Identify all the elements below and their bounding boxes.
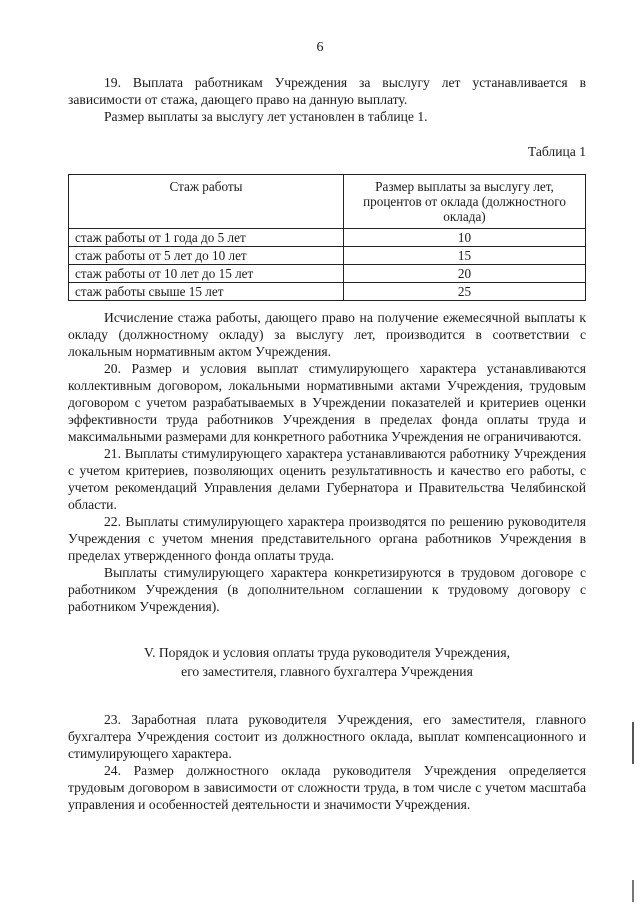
section-heading <box>68 643 586 681</box>
paragraph-20: 20. Размер и условия выплат стимулирующего характера устанавливаются коллективным договором, локальными нормативными актами Учреждения, трудовым договором с учетом разрабатываемых в Учреждении показателей и критериев оценки эффективности труда работников Учреждения в пределах фонда оплаты труда и максимальными размерами для конкретного работника Учреждения не ограничиваются. <box>68 361 586 444</box>
scan-edge-mark <box>632 722 634 764</box>
table-row <box>69 265 586 283</box>
table-caption: Таблица 1 <box>527 144 586 159</box>
paragraph-22: 22. Выплаты стимулирующего характера производятся по решению руководителя Учреждения с учетом мнения представительного органа работников Учреждения в пределах утвержденного фонда оплаты труда. <box>68 514 586 563</box>
table-cell-percent: 10 <box>344 229 586 247</box>
table-header-experience: Стаж работы <box>69 175 344 229</box>
table-cell-percent: 15 <box>344 247 586 265</box>
scan-edge-mark <box>632 880 634 902</box>
paragraph-calculation: Исчисление стажа работы, дающего право на получение ежемесячной выплаты к окладу (должностному окладу) за выслугу лет, производится в соответствии с локальным нормативным актом Учреждения. <box>68 310 586 359</box>
table-cell-percent: 20 <box>344 265 586 283</box>
table-row <box>69 283 586 301</box>
paragraph-24: 24. Размер должностного оклада руководителя Учреждения определяется трудовым договором в зависимости от сложности труда, в том числе с учетом масштаба управления и особенностей деятельности и значимости Учреждения. <box>68 763 586 812</box>
table-cell-experience: стаж работы от 10 лет до 15 лет <box>69 265 344 283</box>
paragraph-19-table-ref: Размер выплаты за выслугу лет установлен в таблице 1. <box>104 109 428 124</box>
table-header-row <box>69 175 586 229</box>
table-cell-experience: стаж работы свыше 15 лет <box>69 283 344 301</box>
paragraph-21: 21. Выплаты стимулирующего характера устанавливаются работнику Учреждения с учетом критериев, позволяющих оценить результативность и качество его работы, с учетом рекомендаций Управления делами Губернатора и Правительства Челябинской области. <box>68 446 586 512</box>
table-cell-percent: 25 <box>344 283 586 301</box>
page-number: 6 <box>316 40 324 55</box>
paragraph-23: 23. Заработная плата руководителя Учреждения, его заместителя, главного бухгалтера Учреждения состоит из должностного оклада, выплат компенсационного и стимулирующего характера. <box>68 712 586 761</box>
section-heading-line-1: V. Порядок и условия оплаты труда руководителя Учреждения, <box>144 645 510 660</box>
seniority-table <box>68 174 586 301</box>
table-cell-experience: стаж работы от 1 года до 5 лет <box>69 229 344 247</box>
section-heading-line-2: его заместителя, главного бухгалтера Учреждения <box>181 664 473 679</box>
table-row <box>69 229 586 247</box>
paragraph-19: 19. Выплата работникам Учреждения за выслугу лет устанавливается в зависимости от стажа, дающего право на данную выплату. <box>68 75 586 107</box>
paragraph-22-contract: Выплаты стимулирующего характера конкретизируются в трудовом договоре с работником Учреждения (в дополнительном соглашении к трудовому договору с работником Учреждения). <box>68 565 586 614</box>
document-body <box>68 74 586 813</box>
table-row <box>69 247 586 265</box>
table-header-payment: Размер выплаты за выслугу лет, процентов от оклада (должностного оклада) <box>344 175 586 229</box>
table-cell-experience: стаж работы от 5 лет до 10 лет <box>69 247 344 265</box>
